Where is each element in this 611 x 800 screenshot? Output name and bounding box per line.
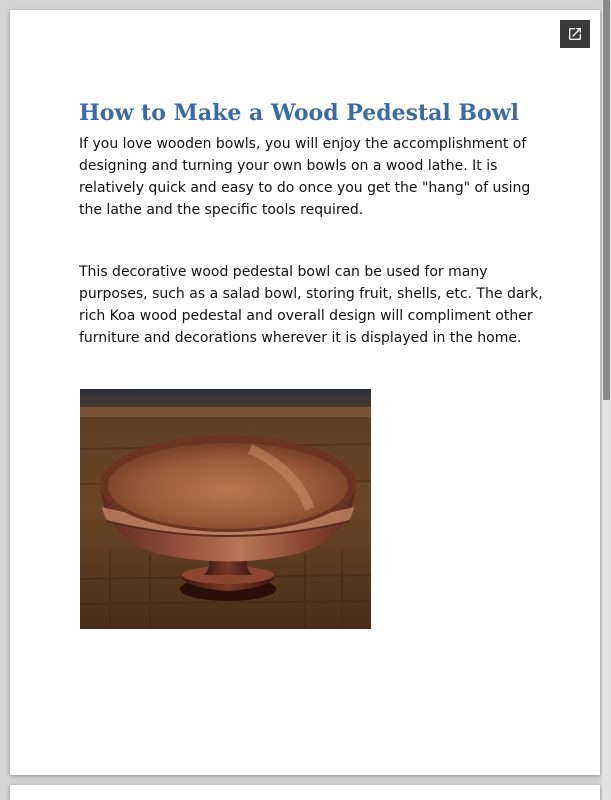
next-document-page bbox=[10, 785, 600, 800]
open-in-new-icon bbox=[567, 26, 583, 42]
scrollbar-thumb[interactable] bbox=[603, 0, 610, 400]
vertical-scrollbar[interactable] bbox=[602, 0, 611, 800]
intro-paragraph: If you love wooden bowls, you will enjoy the accomplishment of designing and turning your own bowls on a wood lathe. It is relatively quick and easy to do once you get the "hang" of using the lathe and the specific tools required. bbox=[79, 136, 531, 218]
description-paragraph: This decorative wood pedestal bowl can be used for many purposes, such as a salad bowl, storing fruit, shells, etc. The dark, rich Koa wood pedestal and overall design will compliment other furniture and decorations wherever it is displayed in the home. bbox=[79, 264, 543, 346]
page-title: How to Make a Wood Pedestal Bowl bbox=[79, 100, 519, 126]
bowl-photo bbox=[80, 389, 371, 629]
wood-bowl-image bbox=[80, 389, 371, 629]
popout-button[interactable] bbox=[560, 20, 590, 48]
document-page bbox=[10, 10, 600, 775]
